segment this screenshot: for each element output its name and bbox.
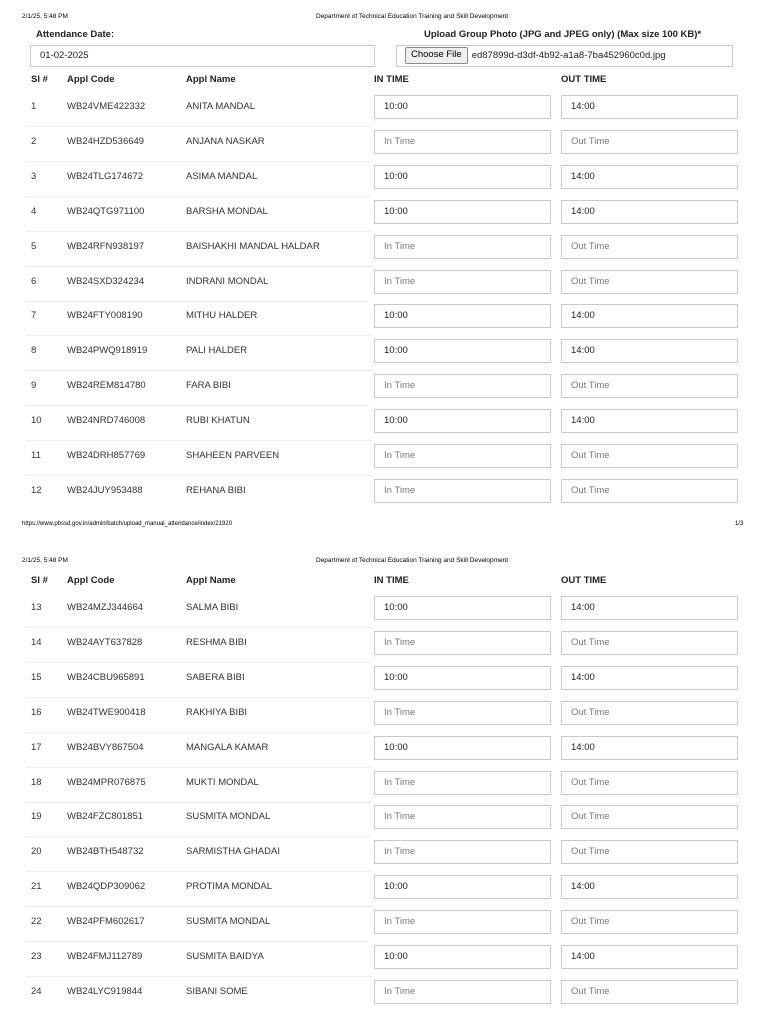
row-appl-code: WB24VME422332 [67,101,146,112]
in-time-input[interactable]: In Time [374,910,551,934]
out-time-input[interactable]: Out Time [561,805,738,829]
print-footer-page: 1/3 [735,521,744,527]
row-sl-number: 1 [31,101,37,112]
row-appl-code: WB24TWE900418 [67,706,146,718]
out-time-input[interactable]: Out Time [561,701,738,725]
row-appl-code: WB24BVY867504 [67,741,144,753]
in-time-input[interactable]: 10:00 [374,339,551,363]
print-footer-url: https://www.pbssd.gov.in/admin/batch/upload_manual_attendance/index/21920 [22,521,233,527]
out-time-input[interactable]: Out Time [561,235,738,259]
row-sl-number: 9 [31,380,37,392]
row-divider [26,906,372,907]
in-time-input[interactable]: 10:00 [374,409,551,433]
in-time-input[interactable]: In Time [374,840,551,864]
row-appl-code: WB24CBU965891 [67,671,145,683]
row-divider [26,941,372,942]
out-time-input[interactable]: Out Time [561,270,738,294]
column-header-sl: Sl # [31,575,48,586]
row-appl-code: WB24PFM602617 [67,916,145,928]
row-divider [26,976,372,977]
out-time-input[interactable]: 14:00 [561,339,738,363]
row-appl-code: WB24BTH548732 [67,846,144,858]
row-appl-code: WB24NRD746008 [67,415,146,427]
column-header-appl-code: Appl Code [67,575,115,586]
row-divider [26,196,372,197]
row-sl-number: 8 [31,345,37,357]
row-sl-number: 19 [31,811,42,823]
out-time-input[interactable]: Out Time [561,479,738,503]
row-divider [26,405,372,406]
row-sl-number: 7 [31,310,37,322]
out-time-input[interactable]: 14:00 [561,409,738,433]
row-appl-name: RAKHIYA BIBI [186,706,248,718]
in-time-input[interactable]: In Time [374,980,551,1004]
row-divider [26,266,372,267]
in-time-input[interactable]: In Time [374,771,551,795]
row-divider [26,335,372,336]
row-appl-code: WB24MZJ344664 [67,602,144,613]
row-appl-name: SUSMITA MONDAL [186,916,271,928]
row-appl-code: WB24QTG971100 [67,205,145,217]
row-appl-name: PALI HALDER [186,345,248,357]
row-sl-number: 6 [31,275,37,287]
upload-photo-label: Upload Group Photo (JPG and JPEG only) (Max size 100 KB)* [424,29,702,40]
row-sl-number: 21 [31,881,42,893]
attendance-date-input[interactable]: 01-02-2025 [30,45,375,67]
row-appl-name: MUKTI MONDAL [186,776,259,788]
row-appl-name: MITHU HALDER [186,310,258,322]
row-sl-number: 10 [31,415,42,427]
row-appl-code: WB24FTY008190 [67,310,143,322]
row-divider [26,836,372,837]
row-appl-name: SUSMITA BAIDYA [186,951,264,962]
print-department-title-page2: Department of Technical Education Training and Skill Development [316,557,509,564]
row-sl-number: 2 [31,135,37,147]
upload-photo-file-input[interactable] [396,45,733,67]
out-time-input[interactable]: 14:00 [561,165,738,189]
row-appl-name: PROTIMA MONDAL [186,881,273,893]
out-time-input[interactable]: 14:00 [561,596,738,620]
row-appl-name: ASIMA MANDAL [186,170,258,182]
row-sl-number: 23 [31,951,42,962]
row-divider [26,662,372,663]
row-divider [26,126,372,127]
in-time-input[interactable]: 10:00 [374,165,551,189]
row-sl-number: 15 [31,671,42,683]
row-sl-number: 22 [31,916,42,928]
row-appl-name: MANGALA KAMAR [186,741,269,753]
row-divider [26,871,372,872]
row-appl-code: WB24AYT637828 [67,636,143,648]
row-appl-code: WB24JUY953488 [67,484,143,496]
out-time-input[interactable]: Out Time [561,771,738,795]
in-time-input[interactable]: In Time [374,805,551,829]
in-time-input[interactable]: 10:00 [374,596,551,620]
out-time-input[interactable]: 14:00 [561,875,738,899]
row-sl-number: 13 [31,602,42,613]
out-time-input[interactable]: Out Time [561,130,738,154]
in-time-input[interactable]: 10:00 [374,95,551,119]
in-time-input[interactable]: In Time [374,270,551,294]
selected-file-name: ed87899d-d3df-4b92-a1a8-7ba452960c0d.jpg [471,50,666,61]
row-appl-code: WB24FMJ112789 [67,951,143,962]
print-timestamp: 2/1/25, 5:48 PM [22,13,68,20]
row-appl-name: RUBI KHATUN [186,415,250,427]
out-time-input[interactable]: 14:00 [561,736,738,760]
row-appl-name: BAISHAKHI MANDAL HALDAR [186,240,320,252]
in-time-input[interactable]: 10:00 [374,304,551,328]
row-appl-name: ANJANA NASKAR [186,135,265,147]
row-appl-code: WB24TLG174672 [67,170,144,182]
row-sl-number: 17 [31,741,42,753]
in-time-input[interactable]: In Time [374,235,551,259]
row-appl-code: WB24LYC919844 [67,985,143,997]
column-header-sl: Sl # [31,74,48,85]
row-appl-code: WB24FZC801851 [67,811,144,823]
row-appl-name: REHANA BIBI [186,484,246,496]
in-time-input[interactable]: In Time [374,374,551,398]
out-time-input[interactable]: 14:00 [561,945,738,969]
in-time-input[interactable]: In Time [374,631,551,655]
row-appl-name: SIBANI SOME [186,985,248,997]
row-sl-number: 16 [31,706,42,718]
row-appl-name: SHAHEEN PARVEEN [186,450,280,461]
in-time-input[interactable]: In Time [374,701,551,725]
out-time-input[interactable]: Out Time [561,444,738,468]
row-appl-name: INDRANI MONDAL [186,275,269,287]
row-divider [26,301,372,302]
row-sl-number: 24 [31,985,42,997]
row-sl-number: 12 [31,484,42,496]
column-header-in-time: IN TIME [374,74,409,85]
row-appl-code: WB24QDP309062 [67,881,146,893]
in-time-input[interactable]: 10:00 [374,666,551,690]
choose-file-button[interactable]: Choose File [405,47,468,64]
row-appl-name: SABERA BIBI [186,671,245,683]
row-divider [26,161,372,162]
row-sl-number: 11 [31,450,41,461]
attendance-date-label: Attendance Date: [36,29,115,40]
row-sl-number: 14 [31,636,42,648]
in-time-input[interactable]: 10:00 [374,875,551,899]
column-header-appl-name: Appl Name [186,74,236,85]
column-header-appl-code: Appl Code [67,74,115,85]
out-time-input[interactable]: 14:00 [561,666,738,690]
out-time-input[interactable]: 14:00 [561,200,738,224]
column-header-out-time: OUT TIME [561,575,607,586]
in-time-input[interactable]: 10:00 [374,736,551,760]
row-appl-code: WB24REM814780 [67,380,146,392]
row-appl-name: SALMA BIBI [186,602,239,613]
row-divider [26,802,372,803]
row-sl-number: 18 [31,776,42,788]
row-sl-number: 20 [31,846,42,858]
out-time-input[interactable]: 14:00 [561,304,738,328]
row-appl-name: RESHMA BIBI [186,636,247,648]
out-time-input[interactable]: Out Time [561,910,738,934]
row-sl-number: 5 [31,240,37,252]
row-appl-code: WB24PWQ918919 [67,345,148,357]
column-header-out-time: OUT TIME [561,74,607,85]
in-time-input[interactable]: In Time [374,130,551,154]
in-time-input[interactable]: In Time [374,444,551,468]
row-appl-code: WB24HZD536649 [67,135,145,147]
in-time-input[interactable]: In Time [374,479,551,503]
row-divider [26,475,372,476]
in-time-input[interactable]: 10:00 [374,945,551,969]
row-appl-name: SARMISTHA GHADAI [186,846,280,858]
out-time-input[interactable]: Out Time [561,840,738,864]
out-time-input[interactable]: Out Time [561,980,738,1004]
row-sl-number: 3 [31,170,37,182]
row-appl-code: WB24RFN938197 [67,240,145,252]
row-appl-code: WB24DRH857769 [67,450,146,461]
row-divider [26,440,372,441]
row-appl-name: ANITA MANDAL [186,101,255,112]
out-time-input[interactable]: 14:00 [561,95,738,119]
out-time-input[interactable]: Out Time [561,631,738,655]
row-appl-name: BARSHA MONDAL [186,205,268,217]
row-appl-name: FARA BIBI [186,380,231,392]
out-time-input[interactable]: Out Time [561,374,738,398]
row-divider [26,767,372,768]
column-header-in-time: IN TIME [374,575,409,586]
in-time-input[interactable]: 10:00 [374,200,551,224]
print-timestamp-page2: 2/1/25, 5:48 PM [22,557,68,564]
print-department-title: Department of Technical Education Training and Skill Development [316,13,509,20]
row-divider [26,370,372,371]
column-header-appl-name: Appl Name [186,575,236,586]
row-appl-code: WB24MPR076875 [67,776,146,788]
row-divider [26,732,372,733]
row-appl-name: SUSMITA MONDAL [186,811,271,823]
row-appl-code: WB24SXD324234 [67,275,145,287]
row-sl-number: 4 [31,205,37,217]
row-divider [26,697,372,698]
row-divider [26,231,372,232]
row-divider [26,627,372,628]
